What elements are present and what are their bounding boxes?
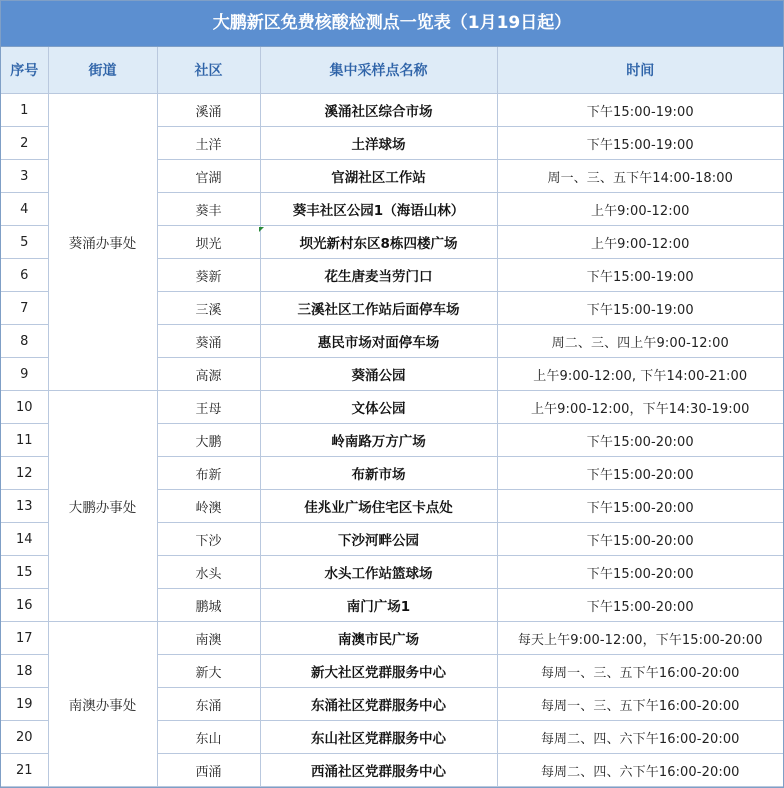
- sheet-title: 大鹏新区免费核酸检测点一览表（1月19日起）: [1, 1, 783, 47]
- site-cell: 文体公园: [260, 391, 497, 424]
- time-cell: 每周一、三、五下午16:00-20:00: [497, 655, 783, 688]
- time-cell: 下午15:00-20:00: [497, 424, 783, 457]
- row-index: 20: [1, 721, 48, 754]
- community-cell: 葵新: [157, 259, 260, 292]
- row-index: 8: [1, 325, 48, 358]
- row-index: 12: [1, 457, 48, 490]
- time-cell: 每周二、四、六下午16:00-20:00: [497, 754, 783, 787]
- table-row: [1, 94, 783, 127]
- community-cell: 王母: [157, 391, 260, 424]
- time-cell: 每天上午9:00-12:00，下午15:00-20:00: [497, 622, 783, 655]
- site-cell: 葵涌公园: [260, 358, 497, 391]
- site-cell: 东山社区党群服务中心: [260, 721, 497, 754]
- time-cell: 下午15:00-20:00: [497, 589, 783, 622]
- community-cell: 东山: [157, 721, 260, 754]
- table-row: [1, 391, 783, 424]
- community-cell: 西涌: [157, 754, 260, 787]
- row-index: 5: [1, 226, 48, 259]
- community-cell: 布新: [157, 457, 260, 490]
- community-cell: 鹏城: [157, 589, 260, 622]
- site-cell: 土洋球场: [260, 127, 497, 160]
- row-index: 18: [1, 655, 48, 688]
- community-cell: 新大: [157, 655, 260, 688]
- row-index: 14: [1, 523, 48, 556]
- row-index: 1: [1, 94, 48, 127]
- community-cell: 南澳: [157, 622, 260, 655]
- time-cell: 下午15:00-20:00: [497, 490, 783, 523]
- community-cell: 东涌: [157, 688, 260, 721]
- row-index: 11: [1, 424, 48, 457]
- community-cell: 下沙: [157, 523, 260, 556]
- site-cell: 坝光新村东区8栋四楼广场: [260, 226, 497, 259]
- community-cell: 葵涌: [157, 325, 260, 358]
- site-cell: 岭南路万方广场: [260, 424, 497, 457]
- testing-sites-table: [1, 47, 783, 787]
- time-cell: 下午15:00-20:00: [497, 457, 783, 490]
- time-cell: 周一、三、五下午14:00-18:00: [497, 160, 783, 193]
- row-index: 19: [1, 688, 48, 721]
- header-street: 街道: [48, 47, 157, 94]
- community-cell: 高源: [157, 358, 260, 391]
- row-index: 4: [1, 193, 48, 226]
- site-cell: 南门广场1: [260, 589, 497, 622]
- community-cell: 岭澳: [157, 490, 260, 523]
- community-cell: 大鹏: [157, 424, 260, 457]
- community-cell: 三溪: [157, 292, 260, 325]
- site-cell: 布新市场: [260, 457, 497, 490]
- header-row: [1, 47, 783, 94]
- site-cell: 佳兆业广场住宅区卡点处: [260, 490, 497, 523]
- site-cell: 葵丰社区公园1（海语山林）: [260, 193, 497, 226]
- time-cell: 下午15:00-19:00: [497, 259, 783, 292]
- site-cell: 三溪社区工作站后面停车场: [260, 292, 497, 325]
- site-cell: 花生唐麦当劳门口: [260, 259, 497, 292]
- time-cell: 下午15:00-19:00: [497, 127, 783, 160]
- street-cell: 葵涌办事处: [48, 94, 157, 391]
- row-index: 16: [1, 589, 48, 622]
- site-cell: 南澳市民广场: [260, 622, 497, 655]
- row-index: 7: [1, 292, 48, 325]
- site-cell: 水头工作站篮球场: [260, 556, 497, 589]
- row-index: 9: [1, 358, 48, 391]
- site-cell: 新大社区党群服务中心: [260, 655, 497, 688]
- site-cell: 西涌社区党群服务中心: [260, 754, 497, 787]
- row-index: 17: [1, 622, 48, 655]
- time-cell: 周二、三、四上午9:00-12:00: [497, 325, 783, 358]
- site-cell: 下沙河畔公园: [260, 523, 497, 556]
- site-cell: 东涌社区党群服务中心: [260, 688, 497, 721]
- time-cell: 下午15:00-20:00: [497, 523, 783, 556]
- header-site: 集中采样点名称: [260, 47, 497, 94]
- row-index: 2: [1, 127, 48, 160]
- time-cell: 上午9:00-12:00，下午14:30-19:00: [497, 391, 783, 424]
- row-index: 10: [1, 391, 48, 424]
- time-cell: 每周二、四、六下午16:00-20:00: [497, 721, 783, 754]
- community-cell: 坝光: [157, 226, 260, 259]
- time-cell: 下午15:00-19:00: [497, 94, 783, 127]
- row-index: 3: [1, 160, 48, 193]
- time-cell: 上午9:00-12:00: [497, 193, 783, 226]
- street-cell: 南澳办事处: [48, 622, 157, 787]
- row-index: 13: [1, 490, 48, 523]
- row-index: 21: [1, 754, 48, 787]
- row-index: 6: [1, 259, 48, 292]
- community-cell: 土洋: [157, 127, 260, 160]
- row-index: 15: [1, 556, 48, 589]
- header-index: 序号: [1, 47, 48, 94]
- time-cell: 上午9:00-12:00: [497, 226, 783, 259]
- time-cell: 下午15:00-20:00: [497, 556, 783, 589]
- site-cell: 官湖社区工作站: [260, 160, 497, 193]
- site-cell: 惠民市场对面停车场: [260, 325, 497, 358]
- community-cell: 官湖: [157, 160, 260, 193]
- table-body: [1, 94, 783, 787]
- table-row: [1, 622, 783, 655]
- street-cell: 大鹏办事处: [48, 391, 157, 622]
- community-cell: 溪涌: [157, 94, 260, 127]
- community-cell: 水头: [157, 556, 260, 589]
- site-cell: 溪涌社区综合市场: [260, 94, 497, 127]
- cell-comment-marker: [259, 227, 264, 232]
- time-cell: 上午9:00-12:00, 下午14:00-21:00: [497, 358, 783, 391]
- community-cell: 葵丰: [157, 193, 260, 226]
- header-community: 社区: [157, 47, 260, 94]
- header-time: 时间: [497, 47, 783, 94]
- time-cell: 每周一、三、五下午16:00-20:00: [497, 688, 783, 721]
- time-cell: 下午15:00-19:00: [497, 292, 783, 325]
